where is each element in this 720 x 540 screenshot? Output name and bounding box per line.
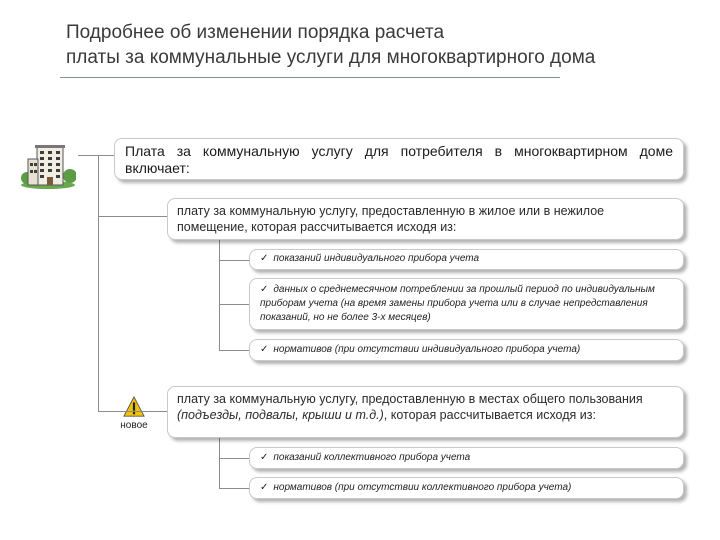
list-item-text: показаний индивидуального прибора учета (273, 253, 480, 264)
common-areas-text-a: плату за коммунальную услугу, предоставленную в местах общего пользования (177, 392, 643, 406)
common-areas-text-c: , которая рассчитывается исходя из: (383, 408, 596, 422)
individual-premises-box (167, 198, 684, 240)
connector-item3 (219, 350, 250, 351)
new-badge (112, 396, 156, 440)
main-box (114, 138, 684, 180)
list-item-text: нормативов (при отсутствии индивидуального прибора учета) (273, 344, 581, 355)
building-icon (20, 143, 76, 189)
connector-item4 (219, 458, 250, 459)
list-item-text: нормативов (при отсутствии коллективного прибора учета) (273, 482, 572, 493)
common-areas-box (167, 386, 684, 438)
check-icon: ✓ (260, 482, 269, 493)
individual-premises-text: плату за коммунальную услугу, предоставленную в жилое или в нежилое помещение, которая рассчитывается исходя из: (177, 204, 605, 234)
list-item (249, 249, 684, 270)
page-title-line-1: Подробнее об изменении порядка расчета (66, 22, 445, 43)
main-box-text: Плата за коммунальную услугу для потребителя в многоквартирном доме включает: (125, 143, 673, 176)
warning-icon (123, 396, 145, 418)
list-item (249, 339, 684, 361)
list-item (249, 278, 684, 330)
connector-items1-vertical (219, 240, 220, 351)
check-icon: ✓ (260, 284, 269, 295)
check-icon: ✓ (260, 253, 269, 264)
page-title (66, 20, 706, 70)
connector-sub2 (98, 411, 168, 412)
list-item (249, 447, 684, 469)
list-item-text: данных о среднемесячном потреблении за прошлый период по индивидуальным приборам учета (на время замены прибора учета или в случае непредставления показаний, но не более 3-х месяцев) (260, 284, 655, 323)
title-divider (60, 77, 560, 78)
new-label: новое (120, 420, 148, 431)
list-item (249, 477, 684, 499)
page-title-line-2: платы за коммунальные услуги для многоквартирного дома (66, 47, 596, 68)
connector-sub1 (98, 216, 168, 217)
connector-item1 (219, 260, 250, 261)
check-icon: ✓ (260, 452, 269, 463)
connector-items2-vertical (219, 438, 220, 488)
connector-main-top (78, 155, 115, 156)
common-areas-text-b: (подъезды, подвалы, крыши и т.д.) (177, 408, 384, 422)
connector-item2 (219, 304, 250, 305)
check-icon: ✓ (260, 344, 269, 355)
list-item-text: показаний коллективного прибора учета (273, 452, 471, 463)
connector-item5 (219, 488, 250, 489)
connector-main-vertical (98, 155, 99, 411)
